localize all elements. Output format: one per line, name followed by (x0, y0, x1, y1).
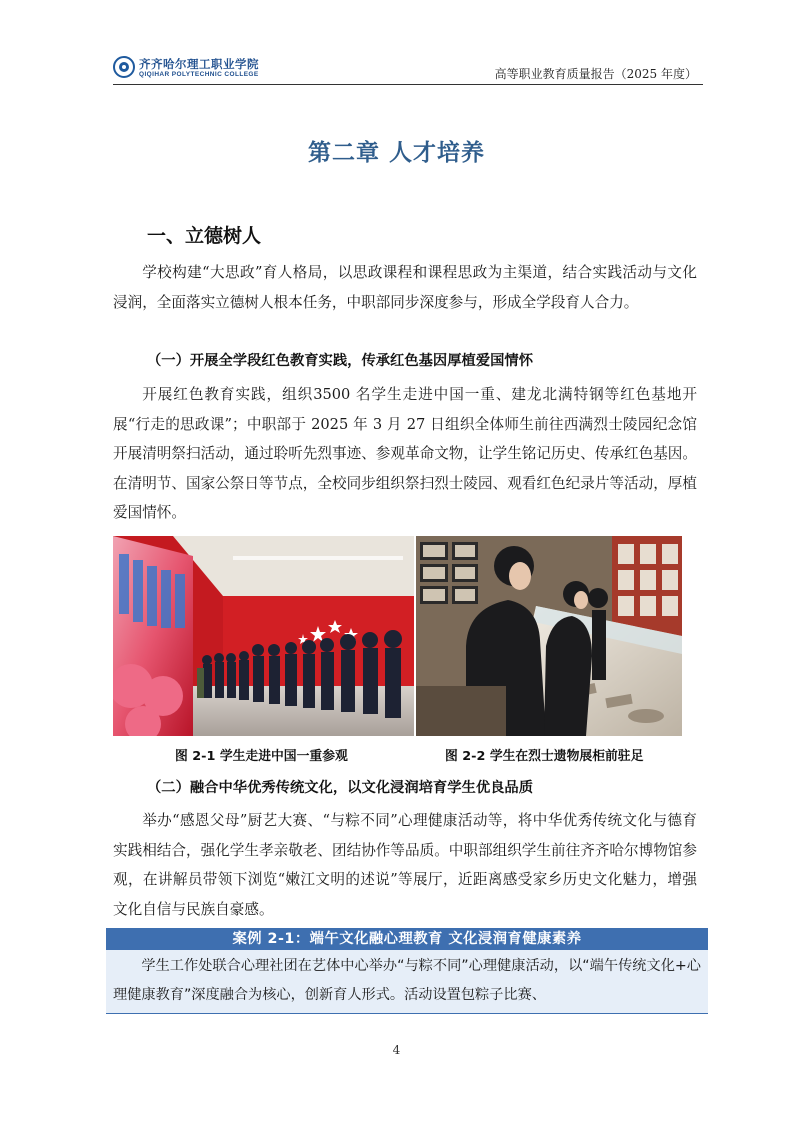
photo-1-illustration (113, 536, 414, 736)
subsection-2-title: （二）融合中华优秀传统文化，以文化浸润培育学生优良品质 (147, 780, 534, 796)
page-header (113, 52, 703, 86)
header-divider (113, 84, 703, 85)
photo-students-at-relic-case (416, 536, 682, 736)
section-intro-paragraph: 学校构建“大思政”育人格局，以思政课程和课程思政为主渠道，结合实践活动与文化浸润，全面落实立德树人根本任务，中职部同步深度参与，形成全学段育人合力。 (113, 264, 697, 311)
subsection-1-paragraph: 开展红色教育实践，组织3500 名学生走进中国一重、建龙北满特钢等红色基地开展“行走的思政课”；中职部于 2025 年 3 月 27 日组织全体师生前往西满烈士陵园纪念馆开展清明祭扫活动，通过聆听先烈事迹、参观革命文物，让学生铭记历史、传承红色基因。在清明节、国家公祭日等节点，全校同步组织祭扫烈士陵园、观看红色纪录片等活动，厚植爱国情怀。 (113, 386, 697, 521)
section-title: 一、立德树人 (147, 225, 262, 247)
college-seal-icon (113, 56, 135, 78)
case-paragraph: 学生工作处联合心理社团在艺体中心举办“与粽不同”心理健康活动，以“端午传统文化+心理健康教育”深度融合为核心，创新育人形式。活动设置包粽子比赛、 (113, 958, 701, 1003)
case-title-bar: 案例 2-1：端午文化融心理教育 文化浸润育健康素养 (106, 928, 708, 950)
case-content-box (106, 950, 708, 1014)
photo-2-illustration (416, 536, 682, 736)
college-name-cn: 齐齐哈尔理工职业学院 (139, 57, 259, 71)
page-number: 4 (392, 1043, 401, 1057)
subsection-2-paragraph: 举办“感恩父母”厨艺大赛、“与粽不同”心理健康活动等，将中华优秀传统文化与德育实践相结合，强化学生孝亲敬老、团结协作等品质。中职部组织学生前往齐齐哈尔博物馆参观，在讲解员带领下浏览“嫩江文明的述说”等展厅，近距离感受家乡历史文化魅力，增强文化自信与民族自豪感。 (113, 812, 697, 918)
college-name-en: QIQIHAR POLYTECHNIC COLLEGE (139, 71, 259, 78)
photo-students-visiting-factory (113, 536, 414, 736)
chapter-title: 第二章 人才培养 (307, 140, 485, 166)
subsection-1-title: （一）开展全学段红色教育实践，传承红色基因厚植爱国情怀 (147, 353, 534, 369)
report-title: 高等职业教育质量报告（2025 年度） (494, 67, 697, 81)
figure-caption: 图 2-2 学生在烈士遗物展柜前驻足 (445, 749, 644, 764)
figure-caption: 图 2-1 学生走进中国一重参观 (175, 749, 348, 764)
